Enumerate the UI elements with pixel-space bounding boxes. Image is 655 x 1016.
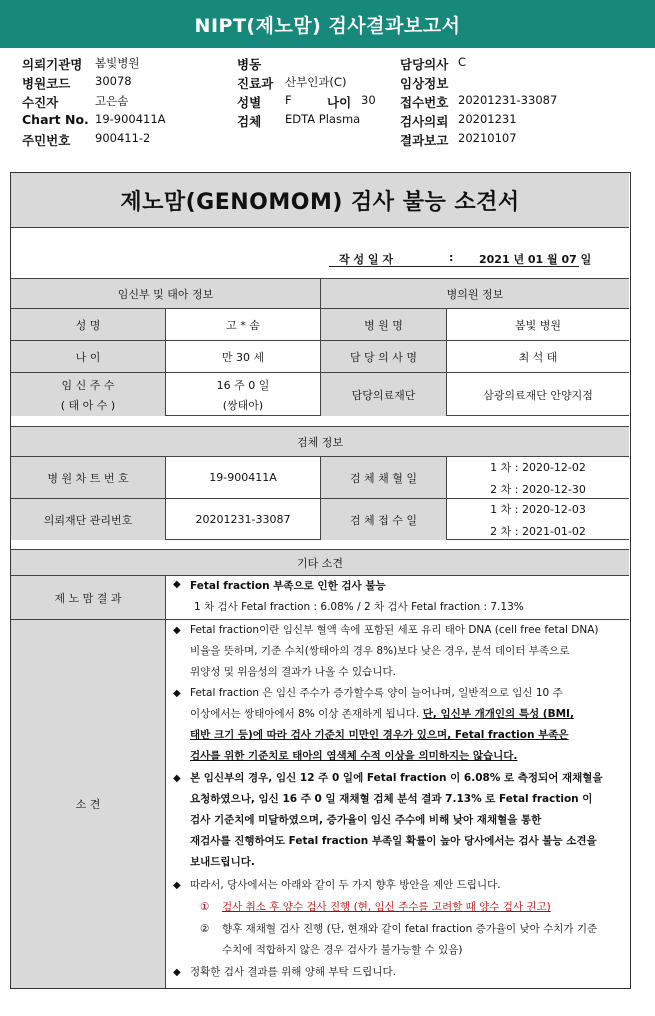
- gestation-weeks: 16 주 0 일: [216, 378, 270, 392]
- report-banner: [0, 0, 655, 48]
- attending-doctor-label: 담 당 의 사 명: [321, 341, 447, 373]
- chart-no-value: 19-900411A: [95, 112, 166, 126]
- patient-label: 수진자: [22, 95, 59, 110]
- remarks-header: 기타 소견: [11, 550, 629, 576]
- receipt-date-label: 검 체 접 수 일: [321, 499, 447, 540]
- info-table: [11, 278, 629, 416]
- option-1-text: 검사 취소 후 양수 검사 진행 (현, 임신 주수를 고려할 때 양수 검사 권고): [222, 901, 551, 913]
- receipt-no-value: 20201231-33087: [458, 93, 558, 107]
- opinion-p5: 정확한 검사 결과를 위해 양해 부탁 드립니다.: [190, 966, 396, 978]
- result-label: 제 노 맘 결 과: [11, 576, 166, 620]
- chart-no-label: Chart No.: [22, 112, 89, 127]
- clinical-info-label: 임상정보: [400, 76, 449, 91]
- written-date-colon: :: [449, 251, 454, 264]
- sample-table: [11, 426, 629, 540]
- written-date: [329, 249, 592, 267]
- opinion-p3-line1: 본 임신부의 경우, 임신 12 주 0 일에 Fetal fraction 이 6.08% 로 측정되어 재채혈을: [190, 772, 603, 784]
- chart-number-label: 병 원 차 트 번 호: [11, 457, 166, 499]
- receipt-date-1: 1 차 : 2020-12-03: [490, 502, 586, 516]
- opinion-p1-line2: 비율을 뜻하며, 기준 수치(쌍태아의 경우 8%)보다 낮은 경우, 분석 데이터 부족으로: [190, 645, 570, 657]
- draw-date-label: 검 체 채 혈 일: [321, 457, 447, 499]
- opinion-p1-line1: Fetal fraction이란 임신부 혈액 속에 포함된 세포 유리 태아 DNA (cell free fetal DNA): [190, 624, 599, 636]
- opinion-p2-line2b: 단, 임신부 개개인의 특성 (BMI,: [422, 708, 574, 720]
- opinion-p2-line3: 태반 크기 등)에 따라 검사 기준치 미만인 경우가 있으며, Fetal fraction 부족은: [190, 729, 569, 741]
- gestation-label: [11, 373, 166, 416]
- draw-date-value: [447, 457, 629, 499]
- option-2-line1: 향후 재채혈 검사 진행 (단, 현재와 같이 fetal fraction 증가율이 낮아 수치가 기준: [222, 923, 598, 935]
- written-date-label: 작 성 일 자: [339, 253, 393, 266]
- result-line-2: 1 차 검사 Fetal fraction : 6.08% / 2 차 검사 Fetal fraction : 7.13%: [194, 601, 524, 613]
- lab-foundation-value: 삼광의료재단 안양지점: [483, 388, 593, 402]
- foundation-number-label: 의뢰재단 관리번호: [11, 499, 166, 540]
- bullet-icon: ◆: [173, 773, 181, 784]
- name-label: 성 명: [11, 309, 166, 341]
- opinion-p3-line2: 요청하였으나, 임신 16 주 0 일 재채혈 검체 분석 결과 7.13% 로 Fetal fraction 이: [190, 793, 593, 805]
- sex-value: F: [285, 93, 292, 107]
- department-value: 산부인과(C): [285, 75, 347, 89]
- hospital-code-label: 병원코드: [22, 76, 71, 91]
- name-value: 고 * 솜: [166, 309, 321, 341]
- sex-label: 성별: [237, 95, 262, 110]
- receipt-date-2: 2 차 : 2021-01-02: [490, 524, 586, 538]
- clinic-name-label: 병 원 명: [321, 309, 447, 341]
- report-date-value: 20210107: [458, 131, 517, 145]
- hospital-name-value: 봄빛병원: [95, 56, 140, 70]
- receipt-no-label: 접수번호: [400, 95, 449, 110]
- opinion-p2-line2a: 이상에서는 쌍태아에서 8% 이상 존재하게 됩니다.: [190, 708, 423, 720]
- doctor-value: C: [458, 55, 467, 69]
- chart-number-value: 19-900411A: [166, 457, 321, 499]
- mother-fetus-header: 임신부 및 태아 정보: [11, 279, 321, 309]
- opinion-p3-line5: 보내드립니다.: [190, 856, 255, 868]
- draw-date-2: 2 차 : 2020-12-30: [490, 482, 586, 496]
- opinion-document: [10, 172, 631, 989]
- gestation-value: [166, 373, 321, 416]
- opinion-p3-line3: 검사 기준치에 미달하였으며, 증가율이 임신 주수에 비해 낮아 재채혈을 통한: [190, 814, 542, 826]
- ward-label: 병동: [237, 57, 262, 72]
- opinion-p1-line3: 위양성 및 위음성의 결과가 나올 수 있습니다.: [190, 666, 396, 678]
- age-label: 나이: [327, 95, 352, 110]
- opinion-p2-line4: 검사를 위한 기준치로 태아의 염색체 수적 이상을 의미하지는 않습니다.: [190, 750, 518, 762]
- remarks-table: [11, 549, 629, 987]
- bullet-icon: ◆: [173, 625, 181, 636]
- hospital-name-label: 의뢰기관명: [22, 57, 83, 72]
- resident-no-label: 주민번호: [22, 133, 71, 148]
- clinic-info-header: 병의원 정보: [321, 279, 629, 309]
- opinion-content: [166, 620, 629, 988]
- lab-foundation-label: 담당의료재단: [321, 373, 447, 416]
- opinion-label: 소 견: [11, 620, 166, 988]
- age-row-label: 나 이: [11, 341, 166, 373]
- age-row-value: 만 30 세: [166, 341, 321, 373]
- specimen-value: EDTA Plasma: [285, 112, 361, 126]
- attending-doctor-value: 최 석 태: [447, 341, 629, 373]
- doctor-label: 담당의사: [400, 57, 449, 72]
- report-date-label: 결과보고: [400, 133, 449, 148]
- option-2-line2: 수치에 적합하지 않은 경우 검사가 불가능할 수 있음): [222, 944, 463, 956]
- gestation-label-line1: 임 신 주 수: [61, 378, 115, 392]
- opinion-p2-line2: [190, 704, 574, 726]
- department-label: 진료과: [237, 76, 274, 91]
- draw-date-1: 1 차 : 2020-12-02: [490, 460, 586, 474]
- hospital-code-value: 30078: [95, 74, 132, 88]
- result-line-1: Fetal fraction 부족으로 인한 검사 불능: [190, 580, 386, 592]
- sample-info-header: 검체 정보: [11, 427, 629, 457]
- opinion-p3-line4: 재검사를 진행하여도 Fetal fraction 부족일 확률이 높아 당사에서는 검사 불능 소견을: [190, 835, 597, 847]
- bullet-icon: ◆: [173, 579, 181, 590]
- opinion-p2-line1: Fetal fraction 은 임신 주수가 증가할수록 양이 늘어나며, 일반적으로 임신 10 주: [190, 687, 563, 699]
- bullet-icon: ◆: [173, 880, 181, 891]
- gestation-label-line2: ( 태 아 수 ): [60, 398, 116, 412]
- written-date-value: 2021 년 01 월 07 일: [479, 253, 592, 266]
- foundation-number-value: 20201231-33087: [166, 499, 321, 540]
- opinion-p4: 따라서, 당사에서는 아래와 같이 두 가지 향후 방안을 제안 드립니다.: [190, 879, 501, 891]
- patient-value: 고은솜: [95, 94, 129, 108]
- request-date-value: 20201231: [458, 112, 517, 126]
- age-value: 30: [361, 93, 376, 107]
- fetus-count: (쌍태아): [222, 398, 264, 412]
- clinic-name-value: 봄빛 병원: [447, 309, 629, 341]
- bullet-icon: ◆: [173, 967, 181, 978]
- request-date-label: 검사의뢰: [400, 114, 449, 129]
- specimen-label: 검체: [237, 114, 262, 129]
- resident-no-value: 900411-2: [95, 131, 151, 145]
- document-title: 제노맘(GENOMOM) 검사 불능 소견서: [11, 173, 629, 228]
- bullet-icon: ◆: [173, 688, 181, 699]
- option-1-number: ①: [200, 901, 210, 913]
- report-title: NIPT(제노맘) 검사결과보고서: [194, 14, 461, 37]
- option-2-number: ②: [200, 923, 210, 935]
- receipt-date-value: [447, 499, 629, 540]
- result-content: [166, 576, 629, 620]
